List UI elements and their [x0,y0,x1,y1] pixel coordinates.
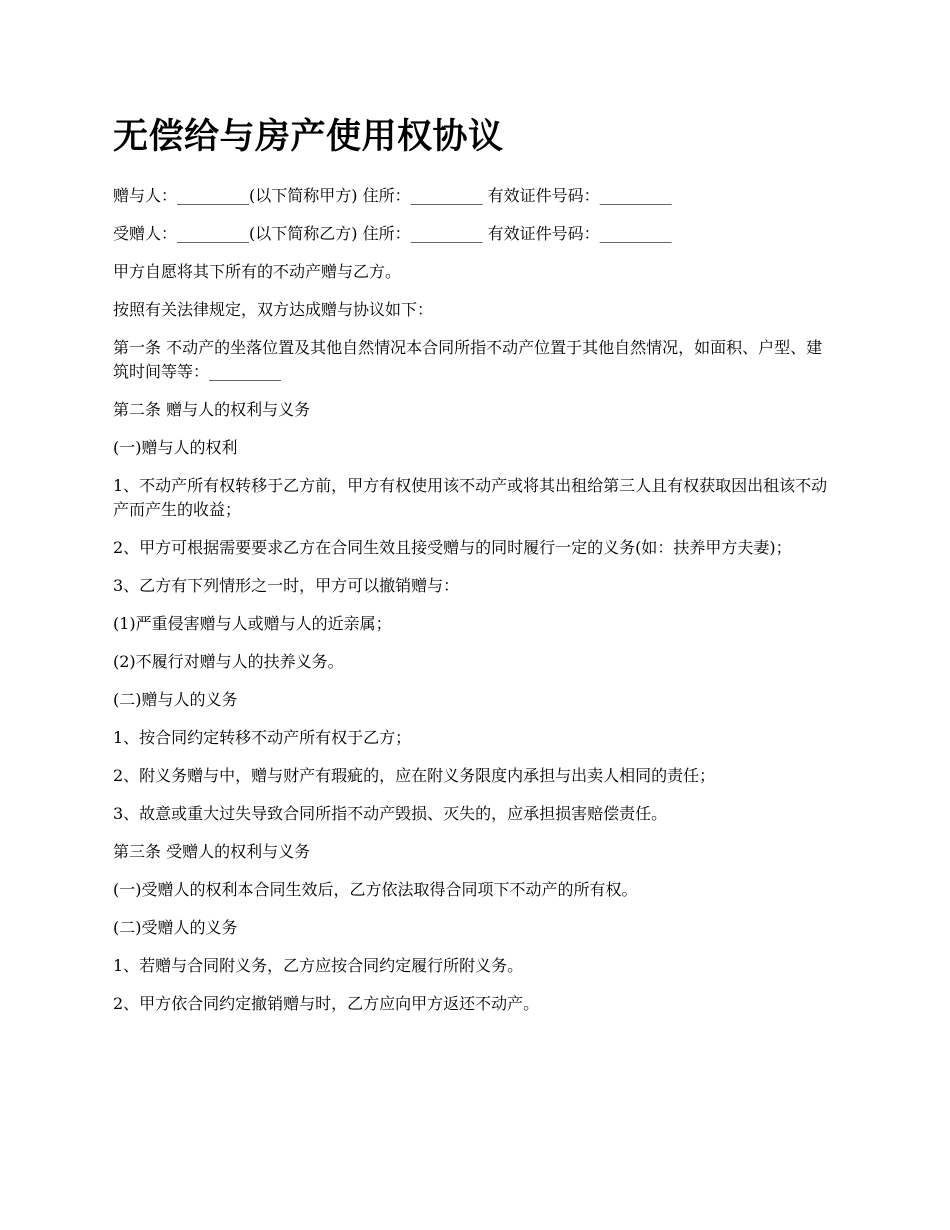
intent-statement: 甲方自愿将其下所有的不动产赠与乙方。 [113,262,402,281]
donor-right-3: 3、乙方有下列情形之一时，甲方可以撤销赠与： [113,576,460,595]
article-3-heading: 第三条 受赠人的权利与义务 [113,842,311,861]
donor-right-2: 2、甲方可根据需要要求乙方在合同生效且接受赠与的同时履行一定的义务(如：扶养甲方夫妻)； [113,538,792,557]
donor-duties-heading: (二)赠与人的义务 [113,690,238,709]
donor-duty-2: 2、附义务赠与中，赠与财产有瑕疵的，应在附义务限度内承担与出卖人相同的责任； [113,766,716,785]
donee-duties-heading: (二)受赠人的义务 [113,918,238,937]
donor-duty-3: 3、故意或重大过失导致合同所指不动产毁损、灭失的，应承担损害赔偿责任。 [113,804,668,823]
donee-duty-2: 2、甲方依合同约定撤销赠与时，乙方应向甲方返还不动产。 [113,994,540,1013]
agreement-intro: 按照有关法律规定，双方达成赠与协议如下： [113,300,434,319]
donor-info: 赠与人：_________(以下简称甲方) 住所：_________ 有效证件号码：_________ [113,186,672,205]
article-1: 第一条 不动产的坐落位置及其他自然情况本合同所指不动产位置于其他自然情况，如面积、户型、建筑时间等等：_________ [113,338,823,381]
donee-duty-1: 1、若赠与合同附义务，乙方应按合同约定履行所附义务。 [113,956,524,975]
revocation-case-1: (1)严重侵害赠与人或赠与人的近亲属； [113,614,392,633]
revocation-case-2: (2)不履行对赠与人的扶养义务。 [113,652,344,671]
donor-right-1: 1、不动产所有权转移于乙方前，甲方有权使用该不动产或将其出租给第三人且有权获取因出租该不动产而产生的收益； [113,476,828,519]
donor-rights-heading: (一)赠与人的权利 [113,438,238,457]
document-body [113,112,838,1030]
donee-rights: (一)受赠人的权利本合同生效后，乙方依法取得合同项下不动产的所有权。 [113,880,638,899]
donee-info: 受赠人：_________(以下简称乙方) 住所：_________ 有效证件号码：_________ [113,224,672,243]
donor-duty-1: 1、按合同约定转移不动产所有权于乙方； [113,728,412,747]
article-2-heading: 第二条 赠与人的权利与义务 [113,400,311,419]
document-title: 无偿给与房产使用权协议 [113,116,504,157]
